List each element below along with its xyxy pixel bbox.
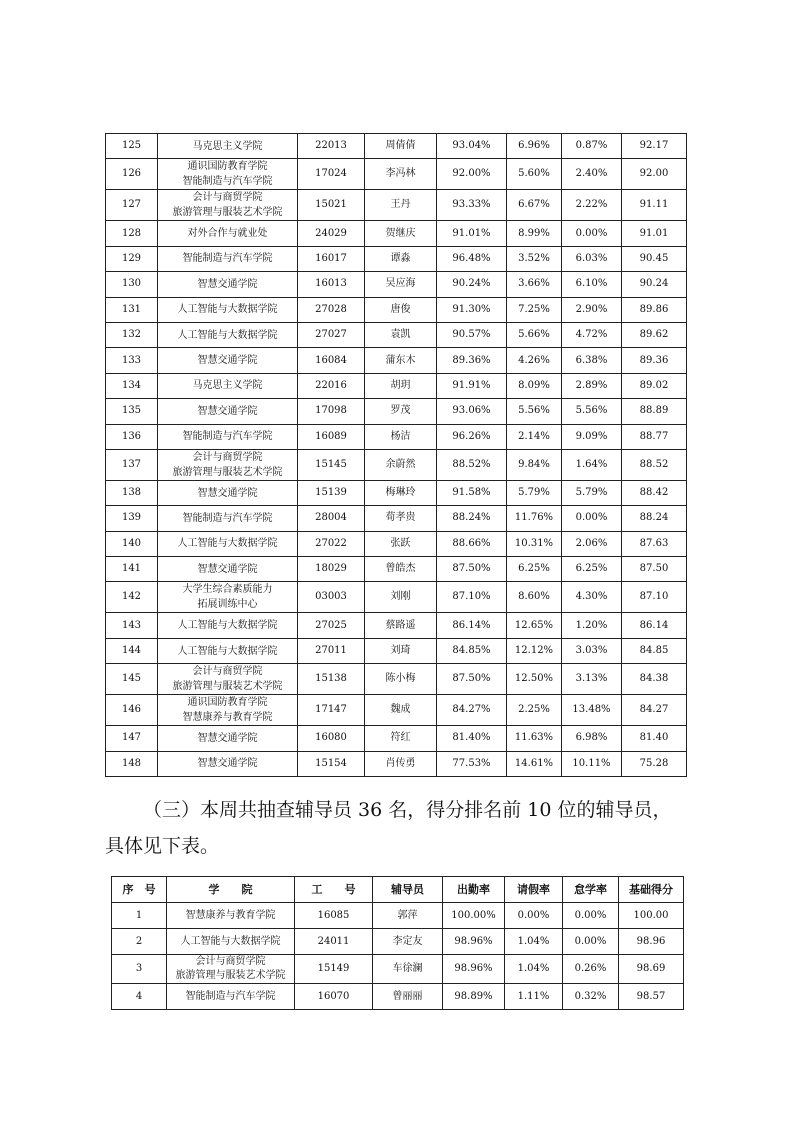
- cell-attend: 91.01%: [437, 221, 507, 246]
- cell-score: 98.69: [619, 955, 684, 984]
- ranking-table-continued: [105, 133, 687, 777]
- cell-id: 18029: [298, 557, 365, 582]
- cell-attend: 93.04%: [437, 134, 507, 159]
- cell-no: 133: [106, 348, 158, 373]
- cell-no: 125: [106, 134, 158, 159]
- section-paragraph: [105, 792, 705, 864]
- cell-college: 人工智能与大数据学院: [158, 613, 298, 638]
- table-row: [106, 695, 687, 726]
- cell-id: 17024: [298, 159, 365, 190]
- cell-no: 131: [106, 297, 158, 322]
- cell-name: 杨洁: [365, 424, 437, 449]
- cell-name: 曾丽丽: [373, 984, 443, 1010]
- cell-name: 梅琳玲: [365, 480, 437, 505]
- cell-attend: 93.06%: [437, 399, 507, 424]
- table-row: [106, 134, 687, 159]
- cell-name: 周倩倩: [365, 134, 437, 159]
- cell-name: 荀孝贵: [365, 506, 437, 531]
- cell-id: 16017: [298, 246, 365, 271]
- table-row: [106, 480, 687, 505]
- cell-id: 28004: [298, 506, 365, 531]
- cell-score: 75.28: [622, 751, 687, 776]
- cell-no: 1: [112, 903, 167, 929]
- cell-college: 人工智能与大数据学院: [158, 322, 298, 347]
- table-row: [106, 557, 687, 582]
- cell-absent: 2.22%: [562, 190, 622, 221]
- cell-college: 智能制造与汽车学院: [167, 984, 295, 1010]
- cell-id: 15021: [298, 190, 365, 221]
- cell-no: 129: [106, 246, 158, 271]
- cell-absent: 2.40%: [562, 159, 622, 190]
- cell-name: 肖传勇: [365, 751, 437, 776]
- cell-no: 135: [106, 399, 158, 424]
- cell-attend: 87.50%: [437, 557, 507, 582]
- cell-attend: 84.27%: [437, 695, 507, 726]
- cell-attend: 91.91%: [437, 373, 507, 398]
- header-absent: 怠学率: [563, 877, 619, 903]
- cell-score: 100.00: [619, 903, 684, 929]
- cell-college: 智慧交通学院: [158, 751, 298, 776]
- cell-attend: 89.36%: [437, 348, 507, 373]
- cell-name: 李冯林: [365, 159, 437, 190]
- paragraph-line-2: 具体见下表。: [105, 835, 220, 857]
- cell-college: 通识国防教育学院 智能制造与汽车学院: [158, 159, 298, 190]
- cell-no: 143: [106, 613, 158, 638]
- cell-leave: 8.60%: [507, 582, 562, 613]
- cell-no: 128: [106, 221, 158, 246]
- paragraph-line-1: （三）本周共抽查辅导员 36 名，得分排名前 10 位的辅导员，: [143, 799, 672, 821]
- cell-no: 144: [106, 638, 158, 663]
- cell-id: 16013: [298, 272, 365, 297]
- cell-attend: 91.58%: [437, 480, 507, 505]
- cell-absent: 6.10%: [562, 272, 622, 297]
- cell-leave: 12.65%: [507, 613, 562, 638]
- cell-score: 89.62: [622, 322, 687, 347]
- cell-name: 曾皓杰: [365, 557, 437, 582]
- cell-name: 车徐澜: [373, 955, 443, 984]
- cell-no: 147: [106, 726, 158, 751]
- cell-score: 88.52: [622, 449, 687, 480]
- cell-attend: 90.24%: [437, 272, 507, 297]
- table-row: [106, 531, 687, 556]
- cell-no: 136: [106, 424, 158, 449]
- table-row: [106, 664, 687, 695]
- cell-attend: 100.00%: [443, 903, 505, 929]
- cell-absent: 0.87%: [562, 134, 622, 159]
- table-row: [106, 159, 687, 190]
- cell-absent: 2.90%: [562, 297, 622, 322]
- cell-score: 91.11: [622, 190, 687, 221]
- cell-absent: 0.26%: [563, 955, 619, 984]
- cell-no: 140: [106, 531, 158, 556]
- cell-id: 27028: [298, 297, 365, 322]
- cell-leave: 8.09%: [507, 373, 562, 398]
- header-name: 辅导员: [373, 877, 443, 903]
- cell-college: 马克思主义学院: [158, 134, 298, 159]
- cell-no: 134: [106, 373, 158, 398]
- cell-college: 人工智能与大数据学院: [167, 929, 295, 955]
- cell-leave: 12.12%: [507, 638, 562, 663]
- cell-name: 袁凯: [365, 322, 437, 347]
- cell-name: 罗茂: [365, 399, 437, 424]
- table-row: [106, 190, 687, 221]
- table-row: [112, 955, 684, 984]
- table-row: [106, 399, 687, 424]
- cell-college: 智能制造与汽车学院: [158, 424, 298, 449]
- cell-attend: 93.33%: [437, 190, 507, 221]
- cell-leave: 2.25%: [507, 695, 562, 726]
- cell-absent: 0.00%: [562, 221, 622, 246]
- cell-absent: 3.03%: [562, 638, 622, 663]
- cell-score: 92.00: [622, 159, 687, 190]
- cell-id: 15154: [298, 751, 365, 776]
- cell-id: 27025: [298, 613, 365, 638]
- table-row: [106, 506, 687, 531]
- cell-leave: 3.52%: [507, 246, 562, 271]
- table-row: [106, 449, 687, 480]
- cell-score: 88.42: [622, 480, 687, 505]
- cell-leave: 1.04%: [505, 955, 563, 984]
- cell-name: 陈小梅: [365, 664, 437, 695]
- cell-score: 87.10: [622, 582, 687, 613]
- cell-no: 127: [106, 190, 158, 221]
- cell-college: 智慧交通学院: [158, 557, 298, 582]
- cell-college: 智慧交通学院: [158, 480, 298, 505]
- cell-name: 刘琦: [365, 638, 437, 663]
- cell-score: 84.38: [622, 664, 687, 695]
- table-row: [112, 903, 684, 929]
- header-no: 序 号: [112, 877, 167, 903]
- header-score: 基础得分: [619, 877, 684, 903]
- cell-leave: 0.00%: [505, 903, 563, 929]
- cell-name: 王丹: [365, 190, 437, 221]
- table-row: [106, 373, 687, 398]
- cell-attend: 88.24%: [437, 506, 507, 531]
- cell-absent: 1.20%: [562, 613, 622, 638]
- cell-score: 86.14: [622, 613, 687, 638]
- header-college: 学 院: [167, 877, 295, 903]
- cell-name: 余蔚然: [365, 449, 437, 480]
- cell-score: 84.85: [622, 638, 687, 663]
- cell-college: 会计与商贸学院 旅游管理与服装艺术学院: [158, 449, 298, 480]
- cell-name: 郭萍: [373, 903, 443, 929]
- cell-id: 15139: [298, 480, 365, 505]
- cell-leave: 12.50%: [507, 664, 562, 695]
- cell-no: 132: [106, 322, 158, 347]
- cell-leave: 7.25%: [507, 297, 562, 322]
- cell-absent: 6.03%: [562, 246, 622, 271]
- cell-no: 148: [106, 751, 158, 776]
- cell-attend: 92.00%: [437, 159, 507, 190]
- table-row: [106, 348, 687, 373]
- cell-score: 88.24: [622, 506, 687, 531]
- table-row: [106, 246, 687, 271]
- cell-score: 98.57: [619, 984, 684, 1010]
- cell-absent: 3.13%: [562, 664, 622, 695]
- cell-attend: 96.48%: [437, 246, 507, 271]
- cell-id: 16084: [298, 348, 365, 373]
- cell-absent: 1.64%: [562, 449, 622, 480]
- cell-absent: 4.72%: [562, 322, 622, 347]
- cell-no: 126: [106, 159, 158, 190]
- cell-leave: 5.56%: [507, 399, 562, 424]
- cell-leave: 5.60%: [507, 159, 562, 190]
- cell-name: 胡玥: [365, 373, 437, 398]
- cell-name: 李定友: [373, 929, 443, 955]
- cell-college: 智慧交通学院: [158, 399, 298, 424]
- cell-name: 刘刚: [365, 582, 437, 613]
- cell-attend: 87.10%: [437, 582, 507, 613]
- cell-no: 4: [112, 984, 167, 1010]
- cell-score: 89.02: [622, 373, 687, 398]
- cell-attend: 98.89%: [443, 984, 505, 1010]
- cell-no: 146: [106, 695, 158, 726]
- cell-attend: 91.30%: [437, 297, 507, 322]
- cell-attend: 98.96%: [443, 929, 505, 955]
- header-attend: 出勤率: [443, 877, 505, 903]
- cell-id: 22013: [298, 134, 365, 159]
- cell-attend: 81.40%: [437, 726, 507, 751]
- cell-attend: 88.52%: [437, 449, 507, 480]
- table-row: [106, 726, 687, 751]
- table-header-row: [112, 877, 684, 903]
- cell-id: 16070: [295, 984, 373, 1010]
- cell-leave: 6.96%: [507, 134, 562, 159]
- cell-leave: 1.04%: [505, 929, 563, 955]
- cell-name: 吴应海: [365, 272, 437, 297]
- cell-attend: 77.53%: [437, 751, 507, 776]
- cell-college: 智慧康养与教育学院: [167, 903, 295, 929]
- cell-attend: 96.26%: [437, 424, 507, 449]
- cell-absent: 13.48%: [562, 695, 622, 726]
- cell-score: 84.27: [622, 695, 687, 726]
- cell-leave: 2.14%: [507, 424, 562, 449]
- cell-absent: 5.79%: [562, 480, 622, 505]
- cell-name: 谭淼: [365, 246, 437, 271]
- table-row: [106, 751, 687, 776]
- cell-name: 魏成: [365, 695, 437, 726]
- cell-name: 符红: [365, 726, 437, 751]
- table-row: [106, 424, 687, 449]
- cell-attend: 84.85%: [437, 638, 507, 663]
- cell-leave: 11.76%: [507, 506, 562, 531]
- cell-no: 2: [112, 929, 167, 955]
- cell-absent: 0.32%: [563, 984, 619, 1010]
- cell-id: 03003: [298, 582, 365, 613]
- cell-absent: 5.56%: [562, 399, 622, 424]
- table-row: [106, 272, 687, 297]
- cell-no: 142: [106, 582, 158, 613]
- cell-id: 17098: [298, 399, 365, 424]
- cell-no: 139: [106, 506, 158, 531]
- cell-id: 17147: [298, 695, 365, 726]
- cell-absent: 6.38%: [562, 348, 622, 373]
- cell-attend: 86.14%: [437, 613, 507, 638]
- cell-score: 88.89: [622, 399, 687, 424]
- cell-id: 27011: [298, 638, 365, 663]
- cell-college: 智能制造与汽车学院: [158, 506, 298, 531]
- cell-id: 16080: [298, 726, 365, 751]
- cell-score: 89.86: [622, 297, 687, 322]
- cell-id: 15145: [298, 449, 365, 480]
- table-row: [112, 929, 684, 955]
- cell-id: 22016: [298, 373, 365, 398]
- cell-no: 141: [106, 557, 158, 582]
- cell-leave: 6.25%: [507, 557, 562, 582]
- header-id: 工 号: [295, 877, 373, 903]
- table-row: [112, 984, 684, 1010]
- cell-attend: 88.66%: [437, 531, 507, 556]
- table-row: [106, 221, 687, 246]
- header-leave: 请假率: [505, 877, 563, 903]
- cell-absent: 0.00%: [563, 903, 619, 929]
- cell-college: 人工智能与大数据学院: [158, 638, 298, 663]
- cell-score: 89.36: [622, 348, 687, 373]
- cell-no: 145: [106, 664, 158, 695]
- cell-college: 智能制造与汽车学院: [158, 246, 298, 271]
- cell-id: 15138: [298, 664, 365, 695]
- cell-absent: 6.25%: [562, 557, 622, 582]
- cell-college: 马克思主义学院: [158, 373, 298, 398]
- cell-score: 90.24: [622, 272, 687, 297]
- cell-college: 会计与商贸学院 旅游管理与服装艺术学院: [158, 190, 298, 221]
- cell-leave: 1.11%: [505, 984, 563, 1010]
- cell-score: 87.50: [622, 557, 687, 582]
- table-row: [106, 613, 687, 638]
- cell-college: 智慧交通学院: [158, 348, 298, 373]
- cell-leave: 3.66%: [507, 272, 562, 297]
- cell-absent: 0.00%: [562, 506, 622, 531]
- cell-leave: 4.26%: [507, 348, 562, 373]
- table-row: [106, 322, 687, 347]
- cell-id: 16089: [298, 424, 365, 449]
- cell-college: 通识国防教育学院 智慧康养与教育学院: [158, 695, 298, 726]
- cell-attend: 90.57%: [437, 322, 507, 347]
- cell-score: 98.96: [619, 929, 684, 955]
- cell-leave: 9.84%: [507, 449, 562, 480]
- cell-name: 蒲东木: [365, 348, 437, 373]
- table-row: [106, 297, 687, 322]
- cell-absent: 0.00%: [563, 929, 619, 955]
- cell-score: 90.45: [622, 246, 687, 271]
- table-row: [106, 582, 687, 613]
- cell-name: 蔡路遥: [365, 613, 437, 638]
- cell-no: 130: [106, 272, 158, 297]
- cell-leave: 8.99%: [507, 221, 562, 246]
- cell-id: 27022: [298, 531, 365, 556]
- cell-absent: 10.11%: [562, 751, 622, 776]
- cell-absent: 6.98%: [562, 726, 622, 751]
- cell-id: 15149: [295, 955, 373, 984]
- cell-leave: 14.61%: [507, 751, 562, 776]
- cell-college: 人工智能与大数据学院: [158, 297, 298, 322]
- cell-attend: 87.50%: [437, 664, 507, 695]
- cell-leave: 5.79%: [507, 480, 562, 505]
- cell-leave: 6.67%: [507, 190, 562, 221]
- cell-leave: 5.66%: [507, 322, 562, 347]
- cell-score: 92.17: [622, 134, 687, 159]
- cell-id: 24029: [298, 221, 365, 246]
- cell-no: 138: [106, 480, 158, 505]
- cell-leave: 11.63%: [507, 726, 562, 751]
- cell-college: 对外合作与就业处: [158, 221, 298, 246]
- cell-score: 88.77: [622, 424, 687, 449]
- cell-leave: 10.31%: [507, 531, 562, 556]
- cell-score: 91.01: [622, 221, 687, 246]
- cell-college: 智慧交通学院: [158, 726, 298, 751]
- cell-name: 张跃: [365, 531, 437, 556]
- cell-college: 人工智能与大数据学院: [158, 531, 298, 556]
- cell-college: 会计与商贸学院 旅游管理与服装艺术学院: [158, 664, 298, 695]
- cell-college: 大学生综合素质能力 拓展训练中心: [158, 582, 298, 613]
- cell-attend: 98.96%: [443, 955, 505, 984]
- cell-no: 137: [106, 449, 158, 480]
- cell-no: 3: [112, 955, 167, 984]
- cell-name: 唐俊: [365, 297, 437, 322]
- cell-id: 24011: [295, 929, 373, 955]
- cell-college: 智慧交通学院: [158, 272, 298, 297]
- cell-college: 会计与商贸学院 旅游管理与服装艺术学院: [167, 955, 295, 984]
- cell-absent: 2.06%: [562, 531, 622, 556]
- cell-score: 87.63: [622, 531, 687, 556]
- cell-score: 81.40: [622, 726, 687, 751]
- cell-id: 16085: [295, 903, 373, 929]
- cell-absent: 2.89%: [562, 373, 622, 398]
- top-ten-table: [111, 876, 684, 1010]
- cell-absent: 4.30%: [562, 582, 622, 613]
- table-row: [106, 638, 687, 663]
- cell-name: 贺继庆: [365, 221, 437, 246]
- cell-id: 27027: [298, 322, 365, 347]
- cell-absent: 9.09%: [562, 424, 622, 449]
